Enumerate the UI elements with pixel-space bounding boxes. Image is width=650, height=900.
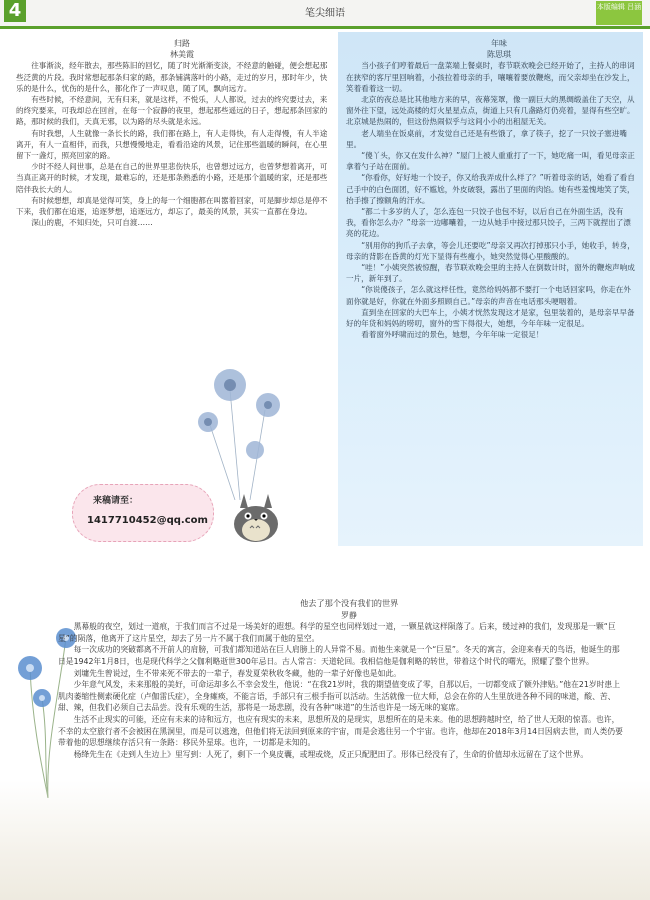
left-article-title: 归路 bbox=[174, 39, 190, 48]
right-paragraph: 北京的夜总是比其他地方来的早，夜幕笼罩，像一副巨大的黑绸缎盖住了天空，从窗外往下望，远处高楼的灯火星星点点，街道上只有几盏路灯仍亮着，显得有些空旷。北京城是热闹的，但这份热闹似乎与这间小小的出租屋无关。 bbox=[346, 95, 635, 127]
right-paragraph: 当小孩子们哼着最后一盘菜端上餐桌时，春节联欢晚会已经开始了，主持人的串词在狭窄的客厅里回响着，小孩拉着母亲的手，嚷嚷着要放鞭炮，而父亲却坐在沙发上，笑着看着这一切。 bbox=[346, 61, 635, 93]
bottom-article-title: 他去了那个没有我们的世界 bbox=[300, 598, 399, 608]
bottom-paragraph: 生活不止现实的可能，还应有未来的诗和远方，也应有现实的未来，思想所及的是现实，思想所在的是未来。他的思想跨越时空，给了世人无限的惊喜。也许，不幸的太空旅行者不会被困在黑洞里，而是可以逃逸，但他们将无法回到原来的宇宙，而是会逃往另一个宇宙。也许，他却在2018年3月14日因病去世，而人类仍要带着他的思想继续存活只有一条路：移民外星球。也许，一切都是未知的。 bbox=[58, 714, 623, 748]
bottom-paragraph: 少年意气风发，未来那般的美好，可命运却多么不幸会发生，他说：“在我21岁时，我的期望值变成了零，自那以后，一切都变成了额外津贴。”他在21岁时患上肌肉萎缩性侧索硬化症（卢伽雷氏症），全身瘫痪，不能言语，手部只有三根手指可以活动。生活就像一位大师，总会在你的人生里放进各种不同的味道，酸、苦、甜、辣，但我们必须自己去品尝。没有乐观的生活，那将是一场悲剧，没有各种“味道”的生活也许是一场无味的宴席。 bbox=[58, 680, 620, 713]
left-paragraph: 少时不经人间世事，总是在自己的世界里悲伤快乐，也曾想过远方，也曾梦想着离开，可当真正离开的时候，才发现，最难忘的，还是那条熟悉的小路，还是那个温暖的家，还是那些陪伴我长大的人。 bbox=[16, 162, 328, 194]
dandelion-flower-icon bbox=[180, 330, 310, 500]
right-paragraph: “别用你的狗爪子去拿，等会儿还要吃”母亲又再次打掉那只小手，她收手，转身，母亲的背影在昏黄的灯光下显得有些瘦小，她突然觉得心里酸酸的。 bbox=[346, 240, 635, 261]
left-paragraph: 有时候想想，却真是觉得可笑，身上的每一个细胞都在叫嚣着回家，可是脚步却总是停不下来，我们都在追逐，追逐梦想，追逐远方，却忘了，最美的风景，其实一直都在身边。 bbox=[16, 195, 328, 217]
bottom-paragraph: 杨绛先生在《走到人生边上》里写到：人死了，剩下一个臭皮囊，或埋或烧，反正只配肥田了。形体已经没有了，生命的价值却永远留在了这个世界。 bbox=[73, 749, 589, 759]
page-header bbox=[0, 0, 650, 29]
bottom-paragraph: 黑幕般的夜空，划过一道痕，于我们而言不过是一场美好的遐想。科学的星空也同样划过一道，一颗星就这样陨落了。后来，缓过神的我们，发现那是一颗“巨星”的陨落，他离开了这片星空，却去了另一片不属于我们而属于他的星空。 bbox=[58, 622, 616, 643]
right-paragraph: “你看你，好好地一个饺子，你又给我弄成什么样了？”听着母亲的话，她看了看自己手中的白色面团，好不尴尬，外皮破裂，露出了里面的肉馅。她有些羞愧地笑了笑，抬手擦了擦额角的汗水。 bbox=[346, 173, 635, 205]
left-paragraph: 往事渐淡，经年散去，那些陈旧的回忆，随了时光渐渐变淡，不经意的触碰，便会想起那些泛黄的片段。我时常想起那条归家的路，那条铺满落叶的小路，走过的岁月，那时年少，快乐的是什么，忧伤的是什么，都化作了一声叹息，随了风，飘向远方。 bbox=[16, 61, 328, 93]
left-paragraph: 有些时候，不经意间，无有归来，就是这样，不悦乐，人人都说，过去的终究要过去，来的终究要来，可我却总在回首，在每一个寂静的夜里，想起那些遥远的日子，想起那条回家的路，那时候的我们，天真无邪，以为路的尽头就是永远。 bbox=[16, 95, 328, 127]
submission-label: 来稿请至： bbox=[93, 496, 139, 506]
right-article-author: 陈思琪 bbox=[487, 50, 511, 60]
editor-badge: 本版编辑 吕涵 bbox=[596, 1, 642, 25]
left-paragraph: 有时我想，人生就像一条长长的路，我们都在路上，有人走得快，有人走得慢，有人半途离开，有人一直相伴，而我，只想慢慢地走，看看沿途的风景，记住那些温暖的瞬间，在心里留下一盏灯，照亮回家的路。 bbox=[16, 128, 328, 161]
right-paragraph: “你说傻孩子，怎么就这样任性，竟然给妈妈都不要打一个电话回家吗，你走在外面你就是好，你就在外面多照顾自己。”母亲的声音在电话那头哽咽着。 bbox=[346, 285, 631, 306]
left-paragraph: 深山的鹿，不知归处，只可自渡…… bbox=[31, 218, 153, 228]
page-number: 4 bbox=[4, 0, 26, 22]
right-paragraph: “都二十多岁的人了，怎么连包一只饺子也包不好，以后自己在外面生活，没有我，看你怎么办？”母亲一边嘟囔着，一边从她手中接过那只饺子，三两下就捏出了漂亮的花边。 bbox=[346, 207, 631, 239]
right-article-title: 年味 bbox=[491, 39, 507, 48]
submission-bubble bbox=[72, 484, 214, 542]
right-paragraph: “傻丫头，你又在发什么神？”屋门上被人重重打了一下，她吃痛一叫，看见母亲正拿着勺子站在面前。 bbox=[346, 151, 635, 172]
section-title: 笔尖细语 bbox=[305, 8, 345, 19]
submission-email[interactable]: 1417710452@qq.com bbox=[87, 515, 208, 526]
right-paragraph: 老人端坐在饭桌前，才发觉自己还是有些饿了，拿了筷子，挖了一只饺子塞进嘴里。 bbox=[346, 128, 627, 149]
right-article bbox=[346, 38, 636, 540]
bottom-article bbox=[58, 598, 624, 856]
totoro-icon bbox=[226, 488, 286, 544]
bottom-paragraph: 每一次成功的突破都离不开前人的肩膀，可我们都知道站在巨人肩膀上的人异常不易。而他生来就是一个“巨星”。冬天的寓言，会迎来春天的鸟语，他诞生的那日是1942年1月8日，也是现代科学之父伽利略逝世300年忌日。古人常言：天道轮回。我相信他是伽利略的转世，带着这个时代的曙光，照耀了整个世界。 bbox=[58, 645, 620, 666]
bottom-article-author: 罗静 bbox=[341, 610, 357, 620]
bottom-paragraph: 刘墉先生曾说过，生不带来死不带去的一辈子，春发夏荣秋收冬藏，他的一辈子好像也是如此。 bbox=[73, 668, 402, 678]
right-paragraph: 看着窗外呼啸而过的景色，她想，今年年味一定很足！ bbox=[361, 330, 544, 340]
right-paragraph: 直到坐在回家的大巴车上，小姨才恍然发现这才是家，包里装着的，是母亲早早备好的年货和妈妈的唠叨，窗外的雪下得很大，她想，今年年味一定很足。 bbox=[346, 307, 635, 329]
left-article-author: 林美霞 bbox=[170, 50, 194, 60]
right-paragraph: “哇！”小姨突然被惊醒，春节联欢晚会里的主持人在倒数计时，窗外的鞭炮声响成一片，新年到了。 bbox=[346, 263, 635, 284]
